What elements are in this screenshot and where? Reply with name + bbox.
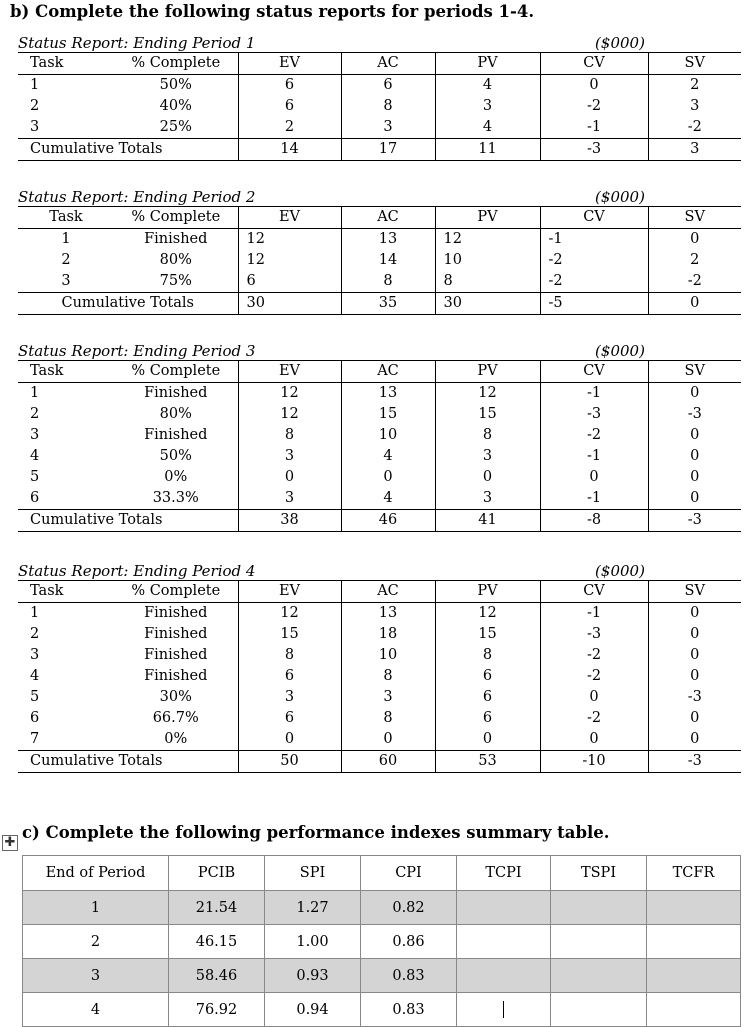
cell-ac: 8 [341, 708, 435, 729]
cell-ac: 10 [341, 645, 435, 666]
cell-ev: 6 [238, 271, 341, 293]
cell-cv: 0 [540, 729, 648, 751]
column-header-ac: AC [341, 53, 435, 75]
total-ev: 38 [238, 510, 341, 532]
pi-column-header: TCPI [457, 856, 551, 891]
column-header-pv: PV [435, 207, 540, 229]
cell-cv: -2 [540, 271, 648, 293]
cell-pv: 6 [435, 687, 540, 708]
units-label: ($000) [595, 188, 645, 206]
cell-ac: 3 [341, 117, 435, 139]
cell-pct: 75% [159, 273, 192, 289]
cell-pct: Finished [144, 605, 208, 621]
cell-ev: 12 [238, 250, 341, 271]
status-report-title: Status Report: Ending Period 1 [18, 34, 256, 52]
cell-pct: 50% [159, 77, 192, 93]
cell-ac: 18 [341, 624, 435, 645]
table-header-row [18, 207, 741, 229]
totals-label: Cumulative Totals [18, 751, 238, 773]
table-row [18, 666, 741, 687]
cell-sv: 0 [648, 229, 741, 251]
cell-ev: 12 [238, 383, 341, 405]
cell-ev: 6 [238, 75, 341, 97]
table-row [18, 117, 741, 139]
cell-ev: 8 [238, 645, 341, 666]
cell-ac: 8 [341, 666, 435, 687]
status-report-table [18, 360, 741, 532]
pi-cell: 1 [23, 891, 169, 925]
pi-column-header: SPI [265, 856, 361, 891]
cell-cv: 0 [540, 687, 648, 708]
cell-pv: 3 [435, 488, 540, 510]
column-header-sv: SV [648, 207, 741, 229]
column-header-ac: AC [341, 581, 435, 603]
cell-ev: 6 [238, 708, 341, 729]
total-ev: 14 [238, 139, 341, 161]
cell-ac: 0 [341, 467, 435, 488]
cell-pv: 3 [435, 446, 540, 467]
status-report-table [18, 206, 741, 315]
total-cv: -10 [540, 751, 648, 773]
total-sv: -3 [648, 751, 741, 773]
cell-sv: -2 [648, 117, 741, 139]
cell-cv: -2 [540, 708, 648, 729]
cell-ac: 6 [341, 75, 435, 97]
cell-cv: -1 [540, 488, 648, 510]
total-cv: -5 [540, 293, 648, 315]
cell-ac: 3 [341, 687, 435, 708]
status-report-title: Status Report: Ending Period 4 [18, 562, 256, 580]
total-cv: -3 [540, 139, 648, 161]
total-sv: -3 [648, 510, 741, 532]
totals-label: Cumulative Totals [18, 139, 238, 161]
cell-pv: 4 [435, 117, 540, 139]
total-ac: 60 [341, 751, 435, 773]
cell-ac: 13 [341, 603, 435, 625]
column-header-pct: % Complete [114, 53, 238, 75]
cell-pv: 3 [435, 96, 540, 117]
cell-sv: 0 [648, 383, 741, 405]
table-row [18, 271, 741, 293]
column-header-ac: AC [341, 207, 435, 229]
cell-task: 3 [30, 119, 40, 135]
total-pv: 11 [435, 139, 540, 161]
pi-input-cell[interactable] [647, 993, 741, 1027]
cell-pct: 0% [164, 731, 188, 747]
cell-task: 2 [30, 406, 40, 422]
column-header-cv: CV [540, 361, 648, 383]
units-label: ($000) [595, 34, 645, 52]
column-header-ev: EV [238, 53, 341, 75]
total-sv: 0 [648, 293, 741, 315]
cell-ac: 13 [341, 383, 435, 405]
cell-task: 5 [30, 469, 40, 485]
section-b-heading: b) Complete the following status reports for periods 1-4. [10, 2, 535, 21]
column-header-pv: PV [435, 361, 540, 383]
table-row [18, 687, 741, 708]
cell-ac: 4 [341, 446, 435, 467]
cell-task: 4 [30, 668, 40, 684]
pi-input-cell[interactable] [647, 925, 741, 959]
cell-ev: 0 [238, 729, 341, 751]
table-row [18, 467, 741, 488]
column-header-ac: AC [341, 361, 435, 383]
pi-table-row [23, 925, 741, 959]
cell-pv: 6 [435, 708, 540, 729]
table-row [18, 645, 741, 666]
column-header-sv: SV [648, 361, 741, 383]
units-label: ($000) [595, 342, 645, 360]
pi-cell: 2 [23, 925, 169, 959]
table-row [18, 404, 741, 425]
cell-cv: -2 [540, 666, 648, 687]
table-row [18, 446, 741, 467]
cell-sv: 0 [648, 666, 741, 687]
cell-sv: 0 [648, 603, 741, 625]
total-cv: -8 [540, 510, 648, 532]
cell-sv: -3 [648, 404, 741, 425]
cell-pct: 33.3% [152, 490, 199, 506]
cell-task: 6 [30, 490, 40, 506]
totals-label: Cumulative Totals [18, 510, 238, 532]
cell-task: 2 [61, 252, 71, 268]
cell-ev: 3 [238, 687, 341, 708]
column-header-ev: EV [238, 207, 341, 229]
cell-cv: -2 [540, 250, 648, 271]
cell-cv: 0 [540, 467, 648, 488]
cell-sv: 2 [648, 75, 741, 97]
pi-cell: 1.00 [265, 925, 361, 959]
cell-pct: 25% [159, 119, 192, 135]
move-cross-icon[interactable]: ✚ [2, 835, 18, 851]
cell-pct: Finished [144, 427, 208, 443]
cell-ac: 15 [341, 404, 435, 425]
table-header-row [18, 581, 741, 603]
status-report-title: Status Report: Ending Period 3 [18, 342, 256, 360]
cell-task: 4 [30, 448, 40, 464]
pi-input-cell[interactable] [647, 959, 741, 993]
cell-sv: -2 [648, 271, 741, 293]
pi-input-cell[interactable] [551, 959, 647, 993]
cell-pv: 12 [435, 383, 540, 405]
total-sv: 3 [648, 139, 741, 161]
cell-ev: 3 [238, 446, 341, 467]
units-label: ($000) [595, 562, 645, 580]
cell-pct: Finished [144, 647, 208, 663]
pi-table-row [23, 959, 741, 993]
cell-ac: 13 [341, 229, 435, 251]
pi-cell: 0.83 [361, 993, 457, 1027]
cell-ac: 4 [341, 488, 435, 510]
cell-pct: 80% [159, 252, 192, 268]
total-pv: 30 [435, 293, 540, 315]
table-header-row [18, 53, 741, 75]
column-header-task: Task [18, 581, 114, 603]
cell-pct: 50% [159, 448, 192, 464]
column-header-ev: EV [238, 361, 341, 383]
cell-pct: 40% [159, 98, 192, 114]
cell-pv: 15 [435, 624, 540, 645]
pi-input-cell[interactable] [457, 925, 551, 959]
cell-sv: 0 [648, 624, 741, 645]
total-ev: 50 [238, 751, 341, 773]
cell-sv: 2 [648, 250, 741, 271]
column-header-task: Task [18, 53, 114, 75]
cell-sv: 0 [648, 645, 741, 666]
column-header-pv: PV [435, 581, 540, 603]
table-row [18, 96, 741, 117]
cell-sv: 0 [648, 729, 741, 751]
pi-cell: 76.92 [169, 993, 265, 1027]
cell-pv: 10 [435, 250, 540, 271]
pi-input-cell[interactable] [647, 891, 741, 925]
column-header-pv: PV [435, 53, 540, 75]
cell-ev: 12 [238, 404, 341, 425]
cell-pct: Finished [144, 626, 208, 642]
table-row [18, 603, 741, 625]
cell-sv: 0 [648, 446, 741, 467]
pi-input-cell[interactable] [457, 891, 551, 925]
pi-input-cell[interactable] [457, 993, 551, 1027]
cell-ev: 0 [238, 467, 341, 488]
section-c-heading: c) Complete the following performance indexes summary table. [22, 823, 610, 842]
cell-pct: Finished [144, 231, 208, 247]
cell-pv: 0 [435, 729, 540, 751]
table-row [18, 229, 741, 251]
pi-input-cell[interactable] [551, 925, 647, 959]
pi-column-header: CPI [361, 856, 457, 891]
cell-pct: 0% [164, 469, 188, 485]
cell-cv: 0 [540, 75, 648, 97]
cell-task: 6 [30, 710, 40, 726]
column-header-ev: EV [238, 581, 341, 603]
pi-input-cell[interactable] [551, 891, 647, 925]
total-ac: 17 [341, 139, 435, 161]
cumulative-totals-row [18, 139, 741, 161]
cell-task: 1 [30, 605, 40, 621]
cell-pv: 6 [435, 666, 540, 687]
cell-ac: 14 [341, 250, 435, 271]
cell-ev: 15 [238, 624, 341, 645]
pi-input-cell[interactable] [551, 993, 647, 1027]
cell-ev: 6 [238, 666, 341, 687]
cell-cv: -2 [540, 425, 648, 446]
total-pv: 41 [435, 510, 540, 532]
column-header-sv: SV [648, 581, 741, 603]
cell-ev: 2 [238, 117, 341, 139]
text-cursor [503, 1001, 504, 1018]
pi-table-row [23, 891, 741, 925]
cumulative-totals-row [18, 510, 741, 532]
table-row [18, 488, 741, 510]
cell-cv: -1 [540, 446, 648, 467]
cumulative-totals-row [18, 293, 741, 315]
cell-sv: 0 [648, 708, 741, 729]
cell-cv: -1 [540, 117, 648, 139]
table-row [18, 624, 741, 645]
cell-ev: 12 [238, 229, 341, 251]
cell-pv: 4 [435, 75, 540, 97]
cell-task: 2 [30, 98, 40, 114]
cell-sv: 3 [648, 96, 741, 117]
pi-column-header: End of Period [23, 856, 169, 891]
cell-sv: 0 [648, 425, 741, 446]
cell-ev: 12 [238, 603, 341, 625]
column-header-cv: CV [540, 207, 648, 229]
column-header-pct: % Complete [114, 207, 238, 229]
pi-column-header: TSPI [551, 856, 647, 891]
column-header-pct: % Complete [114, 361, 238, 383]
cell-pv: 8 [435, 271, 540, 293]
table-header-row [18, 361, 741, 383]
total-pv: 53 [435, 751, 540, 773]
cell-sv: -3 [648, 687, 741, 708]
cell-ev: 6 [238, 96, 341, 117]
cell-cv: -1 [540, 603, 648, 625]
total-ac: 35 [341, 293, 435, 315]
cell-task: 1 [30, 77, 40, 93]
pi-cell: 0.86 [361, 925, 457, 959]
cell-cv: -2 [540, 96, 648, 117]
cell-task: 5 [30, 689, 40, 705]
pi-cell: 4 [23, 993, 169, 1027]
pi-cell: 0.94 [265, 993, 361, 1027]
cell-pct: 80% [159, 406, 192, 422]
cell-cv: -3 [540, 404, 648, 425]
pi-cell: 0.93 [265, 959, 361, 993]
cell-pct: Finished [144, 385, 208, 401]
cell-sv: 0 [648, 488, 741, 510]
cell-ac: 8 [341, 96, 435, 117]
cell-pv: 12 [435, 603, 540, 625]
column-header-cv: CV [540, 581, 648, 603]
column-header-task: Task [18, 207, 114, 229]
cell-sv: 0 [648, 467, 741, 488]
column-header-task: Task [18, 361, 114, 383]
pi-cell: 1.27 [265, 891, 361, 925]
pi-cell: 0.83 [361, 959, 457, 993]
cell-task: 3 [61, 273, 71, 289]
cell-task: 1 [61, 231, 71, 247]
table-row [18, 250, 741, 271]
total-ev: 30 [238, 293, 341, 315]
cell-pv: 8 [435, 645, 540, 666]
cell-ac: 8 [341, 271, 435, 293]
table-row [18, 708, 741, 729]
cell-task: 2 [30, 626, 40, 642]
cell-cv: -1 [540, 383, 648, 405]
cell-task: 7 [30, 731, 40, 747]
table-row [18, 425, 741, 446]
cell-cv: -3 [540, 624, 648, 645]
cell-pv: 15 [435, 404, 540, 425]
cell-ev: 3 [238, 488, 341, 510]
pi-input-cell[interactable] [457, 959, 551, 993]
pi-header-row [23, 856, 741, 891]
cell-cv: -1 [540, 229, 648, 251]
total-ac: 46 [341, 510, 435, 532]
pi-cell: 58.46 [169, 959, 265, 993]
table-row [18, 75, 741, 97]
status-report-table [18, 580, 741, 773]
column-header-pct: % Complete [114, 581, 238, 603]
cell-cv: -2 [540, 645, 648, 666]
performance-index-table [22, 855, 741, 1027]
pi-cell: 46.15 [169, 925, 265, 959]
cell-pct: 66.7% [152, 710, 199, 726]
cell-pct: 30% [159, 689, 192, 705]
cell-pv: 8 [435, 425, 540, 446]
cell-pv: 0 [435, 467, 540, 488]
pi-cell: 21.54 [169, 891, 265, 925]
cell-ac: 0 [341, 729, 435, 751]
cell-task: 3 [30, 647, 40, 663]
cell-task: 3 [30, 427, 40, 443]
status-report-title: Status Report: Ending Period 2 [18, 188, 256, 206]
table-row [18, 383, 741, 405]
column-header-sv: SV [648, 53, 741, 75]
column-header-cv: CV [540, 53, 648, 75]
status-report-table [18, 52, 741, 161]
cell-task: 1 [30, 385, 40, 401]
pi-column-header: PCIB [169, 856, 265, 891]
pi-cell: 0.82 [361, 891, 457, 925]
cumulative-totals-row [18, 751, 741, 773]
pi-column-header: TCFR [647, 856, 741, 891]
cell-pv: 12 [435, 229, 540, 251]
pi-cell: 3 [23, 959, 169, 993]
table-row [18, 729, 741, 751]
pi-table-row [23, 993, 741, 1027]
cell-pct: Finished [144, 668, 208, 684]
cell-ev: 8 [238, 425, 341, 446]
totals-label: Cumulative Totals [18, 293, 238, 315]
cell-ac: 10 [341, 425, 435, 446]
